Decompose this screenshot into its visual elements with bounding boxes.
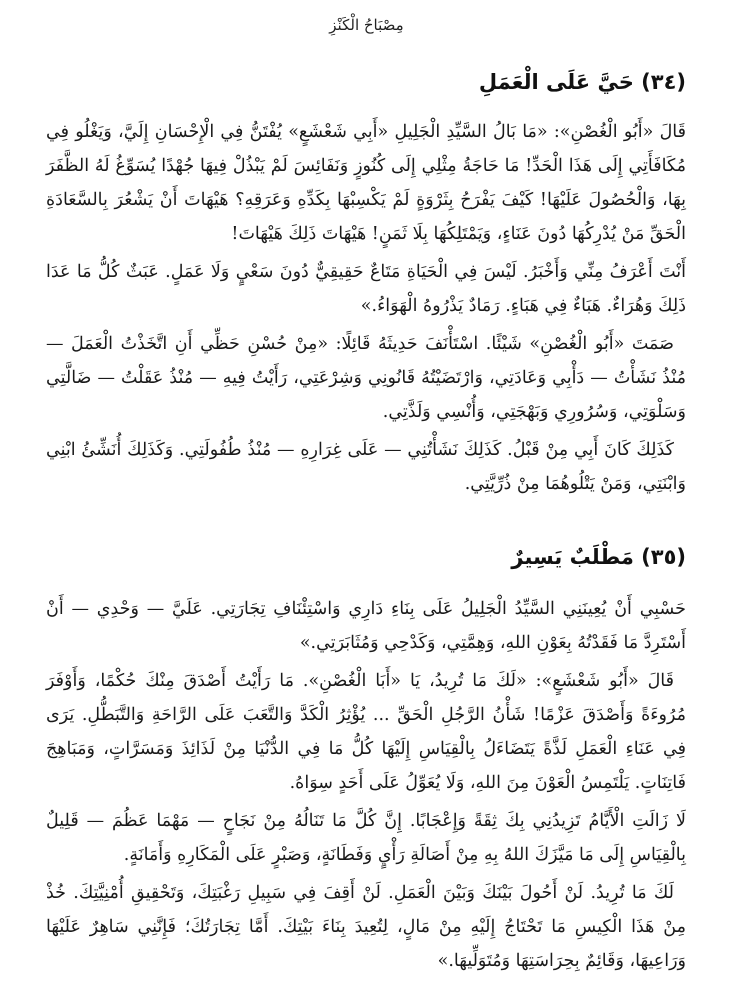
paragraph: صَمَتَ «أَبُو الْغُصْنِ» شَيْئًا. اسْتَأْنَفَ حَدِيثَهُ قَائِلًا: «مِنْ حُسْنِ حَظِّي أَنِ اتَّخَذْتُ الْعَمَلَ — مُنْذُ نَشَأْتُ — دَأْبِي وَعَادَتِي، وَارْتَضَيْتُهُ قَانُونِي وَشِرْعَتِي، رَأَيْتُ فِيهِ — مُنْذُ عَقَلْتُ — ضَالَّتِي وَسَلْوَتِي، وَسُرُورِي وَبَهْجَتِي، وَأُنْسِي وَلَذَّتِي. — [46, 334, 686, 422]
paragraph: أَنْتَ أَعْرَفُ مِنِّي وَأَخْبَرُ. لَيْسَ فِي الْحَيَاةِ مَتَاعٌ حَقِيقِيٌّ دُونَ سَعْيٍ وَلَا عَمَلٍ. عَبَثٌ كُلُّ مَا عَدَا ذَلِكَ وَهُرَاءٌ. هَبَاءٌ فِي هَبَاءٍ. رَمَادٌ يَذْرُوهُ الْهَوَاءُ.» — [46, 262, 686, 316]
chapter-title: (٣٤) حَيَّ عَلَى الْعَمَلِ — [478, 70, 686, 94]
chapter-body — [46, 592, 686, 982]
paragraph: لَكَ مَا تُرِيدُ. لَنْ أَحُولَ بَيْنَكَ وَبَيْنَ الْعَمَلِ. لَنْ أَقِفَ فِي سَبِيلِ رَغْبَتِكَ، وَتَحْقِيقِ أُمْنِيَّتِكَ. خُذْ مِنْ هَذَا الْكِيسِ مَا تَحْتَاجُ إِلَيْهِ مِنْ مَالٍ، لِتُعِيدَ بِنَاءَ بَيْتِكَ. أَمَّا تِجَارَتُكَ؛ فَإِنَّنِي سَاهِرٌ عَلَيْهَا وَرَاعِيهَا، وَقَائِمٌ بِحِرَاسَتِهَا وَمُتَوَلِّيهَا.» — [46, 883, 686, 971]
chapter-body — [46, 115, 686, 505]
paragraph: لَا زَالَتِ الْأَيَّامُ تَزِيدُنِي بِكَ ثِقَةً وَإِعْجَابًا. إِنَّ كُلَّ مَا تَنَالُهُ مِنْ نَجَاحٍ — مَهْمَا عَظُمَ — قَلِيلٌ بِالْقِيَاسِ إِلَى مَا مَيَّزَكَ اللهُ بِهِ مِنْ أَصَالَةِ رَأْيٍ وَفَطَانَةٍ، وَصَبْرٍ عَلَى الْمَكَارِهِ وَأَمَانَةٍ. — [46, 811, 686, 865]
running-header: مِصْبَاحُ الْكَنْزِ — [329, 16, 404, 34]
chapter-title: (٣٥) مَطْلَبٌ يَسِيرٌ — [511, 545, 686, 569]
paragraph: قَالَ «أَبُو الْغُصْنِ»: «مَا بَالُ السَّيِّدِ الْجَلِيلِ «أَبِي شَعْشَعٍ» يُفْتَنُّ فِي الْإِحْسَانِ إِلَيَّ، وَيَغْلُو فِي مُكَافَأَتِي إِلَى هَذَا الْحَدِّ! مَا حَاجَةُ مِثْلِي إِلَى كُنُوزٍ وَنَفَائِسَ لَمْ يَبْذُلْ فِيهَا جُهْدًا يُسَوِّغُ لَهُ الظَّفَرَ بِهَا، وَالْحُصُولَ عَلَيْهَا! كَيْفَ يَفْرَحُ بِثَرْوَةٍ لَمْ يَكْسِبْهَا بِكَدِّهِ وَعَرَقِهِ؟ هَيْهَاتَ أَنْ يَشْعُرَ بِالسَّعَادَةِ الْحَقِّ مَنْ يُدْرِكُهَا دُونَ عَنَاءٍ، وَيَمْتَلِكُهَا بِلَا ثَمَنٍ! هَيْهَاتَ ذَلِكَ هَيْهَاتَ! — [46, 122, 686, 244]
paragraph: حَسْبِي أَنْ يُعِينَنِي السَّيِّدُ الْجَلِيلُ عَلَى بِنَاءِ دَارِي وَاسْتِئْنَافِ تِجَارَتِي. عَلَيَّ — وَحْدِي — أَنْ أَسْتَرِدَّ مَا فَقَدْتُهُ بِعَوْنِ اللهِ، وَهِمَّتِي، وَكَدْحِي وَمُثَابَرَتِي.» — [46, 599, 686, 653]
paragraph: قَالَ «أَبُو شَعْشَعٍ»: «لَكَ مَا تُرِيدُ، يَا «أَبَا الْغُصْنِ». مَا رَأَيْتُ أَصْدَقَ مِنْكَ حُكْمًا، وَأَوْفَرَ مُرُوءَةً وَأَصْدَقَ عَزْمًا! شَأْنُ الرَّجُلِ الْحَقِّ ... يُؤْثِرُ الْكَدَّ وَالتَّعَبَ عَلَى الرَّاحَةِ وَالتَّبَطُّلِ. يَرَى فِي عَنَاءِ الْعَمَلِ لَذَّةً يَتَضَاءَلُ بِالْقِيَاسِ إِلَيْهَا كُلُّ مَا فِي الدُّنْيَا مِنْ لَذَائِذَ وَمَسَرَّاتٍ، وَمَبَاهِجَ فَاتِنَاتٍ. يَلْتَمِسُ الْعَوْنَ مِنَ اللهِ، وَلَا يُعَوِّلُ عَلَى أَحَدٍ سِوَاهُ. — [46, 671, 686, 793]
paragraph: كَذَلِكَ كَانَ أَبِي مِنْ قَبْلُ. كَذَلِكَ نَشَأْتُنِي — عَلَى غِرَارِهِ — مُنْذُ طُفُولَتِي. وَكَذَلِكَ أُنَشِّئُ ابْنِي وَابْنَتِي، وَمَنْ يَتْلُوهُمَا مِنْ ذُرِّيَّتِي. — [46, 440, 686, 494]
